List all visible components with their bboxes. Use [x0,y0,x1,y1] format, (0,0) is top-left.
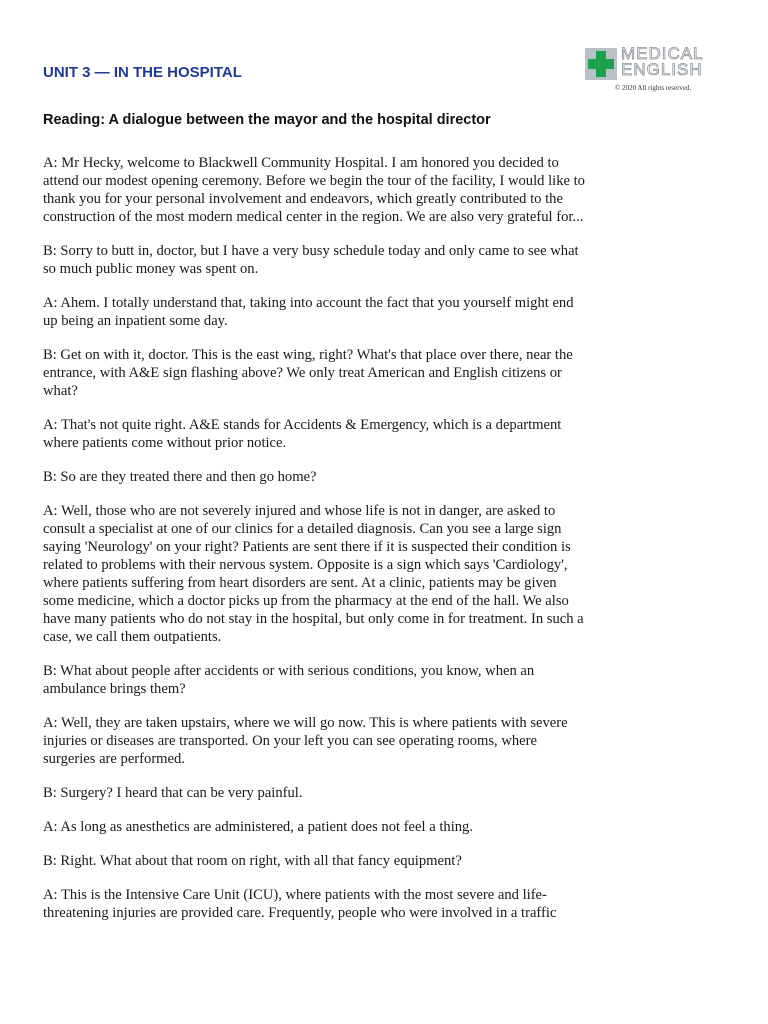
dialogue-paragraph: B: Surgery? I heard that can be very painful. [43,785,303,801]
logo-line-2: ENGLISH [621,60,703,79]
dialogue-paragraph: B: So are they treated there and then go home? [43,469,317,485]
dialogue-paragraph: A: Well, those who are not severely injured and whose life is not in danger, are asked to consult a specialist at one of our clinics for a detailed diagnosis. Can you see a large sign saying 'Neurology' on your right? Patients are sent there if it is suspected their condition is related to problems with their nervous system. Opposite is a sign which says 'Cardiology', where patients suffering from heart disorders are sent. At a clinic, patients may be given some medicine, which a doctor picks up from the pharmacy at the end of the hall. We also have many patients who do not stay in the hospital, but only come in for treatment. In such a case, we call them outpatients. [43,503,584,645]
dialogue-paragraph: B: What about people after accidents or with serious conditions, you know, when an ambulance brings them? [43,663,535,697]
dialogue-paragraph: B: Right. What about that room on right, with all that fancy equipment? [43,853,462,869]
reading-title: Reading: A dialogue between the mayor and the hospital director [43,112,491,128]
dialogue-paragraph: A: This is the Intensive Care Unit (ICU), where patients with the most severe and life-threatening injuries are provided care. Frequently, people who were involved in a traffic [43,887,557,921]
copyright-notice: © 2020 All rights reserved. [615,84,692,92]
dialogue-text [43,154,588,938]
dialogue-paragraph: B: Get on with it, doctor. This is the east wing, right? What's that place over there, near the entrance, with A&E sign flashing above? We only treat American and English citizens or what? [43,347,573,399]
medical-english-logo [585,46,730,96]
dialogue-paragraph: B: Sorry to butt in, doctor, but I have a very busy schedule today and only came to see what so much public money was spent on. [43,243,579,277]
unit-title: UNIT 3 — IN THE HOSPITAL [43,64,242,81]
logo-line-1: MEDICAL [621,44,704,63]
logo-wordmark [621,46,704,78]
dialogue-paragraph: A: Well, they are taken upstairs, where we will go now. This is where patients with severe injuries or diseases are transported. On your left you can see operating rooms, where surgeries are performed. [43,715,568,767]
dialogue-paragraph: A: Ahem. I totally understand that, taking into account the fact that you yourself might end up being an inpatient some day. [43,295,574,329]
dialogue-paragraph: A: That's not quite right. A&E stands for Accidents & Emergency, which is a department where patients come without prior notice. [43,417,562,451]
dialogue-paragraph: A: Mr Hecky, welcome to Blackwell Community Hospital. I am honored you decided to attend our modest opening ceremony. Before we begin the tour of the facility, I would like to thank you for your personal involvement and endeavors, which greatly contributed to the construction of the most modern medical center in the region. We are also very grateful for... [43,155,585,225]
dialogue-paragraph: A: As long as anesthetics are administered, a patient does not feel a thing. [43,819,473,835]
medical-cross-icon [585,48,617,80]
